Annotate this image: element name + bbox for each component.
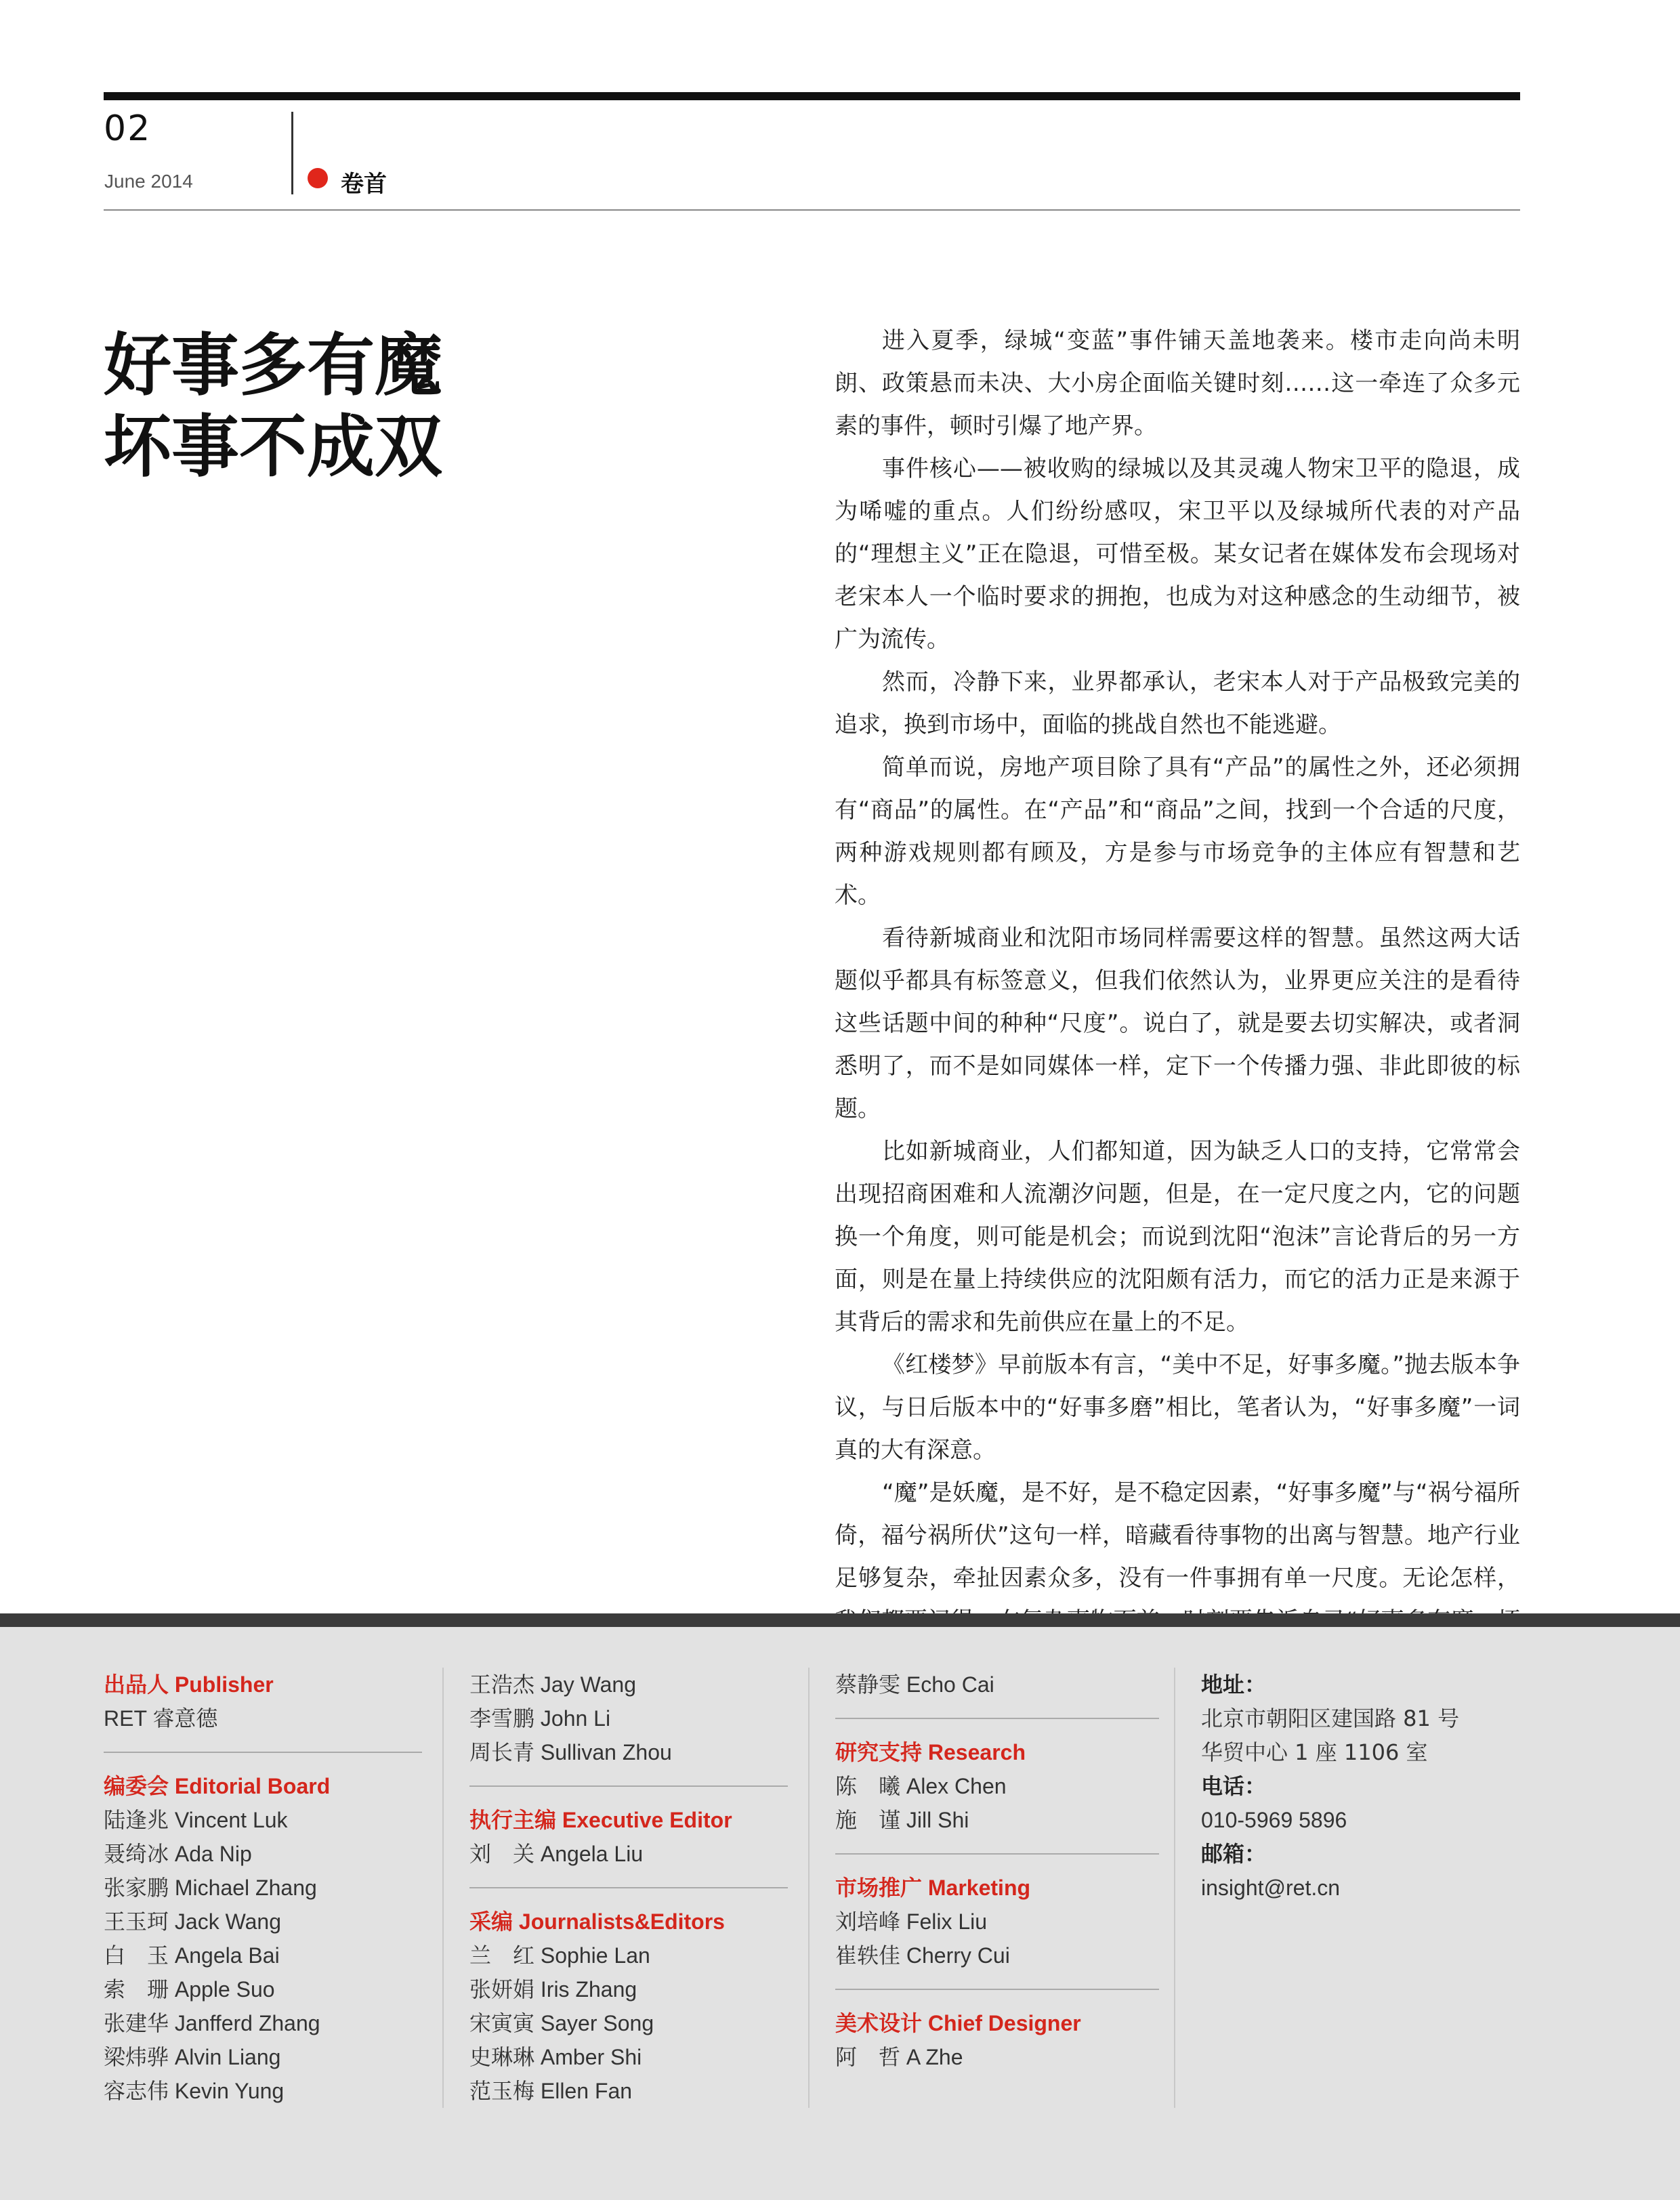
journalist: 范玉梅 Ellen Fan: [469, 2079, 633, 2103]
group-divider: [835, 1853, 1159, 1855]
editorial-board-role: 编委会 Editorial Board: [104, 1774, 331, 1798]
researcher: 陈 曦 Alex Chen: [835, 1774, 1007, 1798]
board-member: 陆逢兆 Vincent Luk: [104, 1808, 288, 1832]
phone-label: 电话：: [1201, 1773, 1267, 1799]
issue-date: June 2014: [104, 171, 193, 192]
section-bullet-icon: [308, 168, 328, 188]
column-divider: [442, 1668, 444, 2108]
article-body: [835, 320, 1520, 1685]
address-line: 北京市朝阳区建国路 81 号: [1201, 1706, 1460, 1731]
board-member: 聂绮冰 Ada Nip: [104, 1842, 252, 1866]
publisher-name: RET 睿意德: [104, 1706, 218, 1731]
journalists-role: 采编 Journalists&Editors: [469, 1909, 725, 1934]
paragraph: 然而，冷静下来，业界都承认，老宋本人对于产品极致完美的追求，换到市场中，面临的挑战自然也不能逃避。: [835, 669, 1520, 738]
page-number: 02: [104, 108, 152, 149]
header-rule: [104, 209, 1520, 211]
board-member: 梁炜骅 Alvin Liang: [104, 2045, 281, 2069]
designer-role: 美术设计 Chief Designer: [835, 2011, 1081, 2035]
journalist: 兰 红 Sophie Lan: [469, 1943, 650, 1968]
journalist: 蔡静雯 Echo Cai: [835, 1672, 994, 1697]
title-line-2: 坏事不成双: [104, 407, 442, 486]
publisher-role: 出品人 Publisher: [104, 1672, 274, 1697]
group-divider: [835, 1718, 1159, 1719]
paragraph: 事件核心——被收购的绿城以及其灵魂人物宋卫平的隐退，成为唏嘘的重点。人们纷纷感叹，宋卫平以及绿城所代表的对产品的“理想主义”正在隐退，可惜至极。某女记者在媒体发布会现场对老宋本人一个临时要求的拥抱，也成为对这种感念的生动细节，被广为流传。: [835, 455, 1520, 653]
paragraph: 简单而说，房地产项目除了具有“产品”的属性之外，还必须拥有“商品”的属性。在“产品”和“商品”之间，找到一个合适的尺度，两种游戏规则都有顾及，方是参与市场竞争的主体应有智慧和艺术。: [835, 754, 1520, 909]
paragraph: 《红楼梦》早前版本有言，“美中不足，好事多魔。”抛去版本争议，与日后版本中的“好事多磨”相比，笔者认为，“好事多魔”一词真的大有深意。: [835, 1351, 1520, 1464]
researcher: 施 谨 Jill Shi: [835, 1808, 969, 1832]
journalist: 宋寅寅 Sayer Song: [469, 2011, 654, 2035]
contact-column: [1201, 1668, 1519, 1905]
footer-bar: [0, 1613, 1680, 1627]
top-rule: [104, 92, 1520, 100]
masthead-column-2: [469, 1668, 788, 2108]
section-name: 卷首: [341, 171, 387, 198]
marketer: 崔轶佳 Cherry Cui: [835, 1943, 1010, 1968]
board-member: 王玉珂 Jack Wang: [104, 1909, 281, 1934]
designer-name: 阿 哲 A Zhe: [835, 2045, 963, 2069]
board-member: 容志伟 Kevin Yung: [104, 2079, 285, 2103]
paragraph: 比如新城商业，人们都知道，因为缺乏人口的支持，它常常会出现招商困难和人流潮汐问题，但是，在一定尺度之内，它的问题换一个角度，则可能是机会；而说到沈阳“泡沫”言论背后的另一方面，则是在量上持续供应的沈阳颇有活力，而它的活力正是来源于其背后的需求和先前供应在量上的不足。: [835, 1138, 1520, 1336]
group-divider: [469, 1887, 788, 1888]
board-member: 周长青 Sullivan Zhou: [469, 1740, 672, 1764]
board-member: 索 珊 Apple Suo: [104, 1977, 275, 2002]
board-member: 张建华 Janfferd Zhang: [104, 2011, 320, 2035]
group-divider: [104, 1752, 422, 1753]
board-member: 李雪鹏 John Li: [469, 1706, 611, 1731]
group-divider: [469, 1785, 788, 1787]
executive-editor-role: 执行主编 Executive Editor: [469, 1808, 732, 1832]
address-line: 华贸中心 1 座 1106 室: [1201, 1739, 1428, 1765]
phone-number: 010-5969 5896: [1201, 1808, 1347, 1832]
group-divider: [835, 1989, 1159, 1990]
title-line-1: 好事多有魔: [104, 326, 442, 405]
email-label: 邮箱：: [1201, 1841, 1267, 1867]
email-address[interactable]: insight@ret.cn: [1201, 1876, 1341, 1900]
journalist: 张妍娟 Iris Zhang: [469, 1977, 637, 2002]
header-divider: [291, 112, 293, 194]
masthead-column-3: [835, 1668, 1159, 2074]
marketing-role: 市场推广 Marketing: [835, 1876, 1031, 1900]
marketer: 刘培峰 Felix Liu: [835, 1909, 988, 1934]
paragraph: 进入夏季，绿城“变蓝”事件铺天盖地袭来。楼市走向尚未明朗、政策悬而未决、大小房企面临关键时刻……这一牵连了众多元素的事件，顿时引爆了地产界。: [835, 327, 1520, 440]
board-member: 张家鹏 Michael Zhang: [104, 1876, 317, 1900]
executive-editor-name: 刘 关 Angela Liu: [469, 1842, 644, 1866]
board-member: 王浩杰 Jay Wang: [469, 1672, 636, 1697]
board-member: 白 玉 Angela Bai: [104, 1943, 280, 1968]
address-label: 地址：: [1201, 1672, 1267, 1697]
research-role: 研究支持 Research: [835, 1740, 1026, 1764]
column-divider: [1174, 1668, 1175, 2108]
journalist: 史琳琳 Amber Shi: [469, 2045, 642, 2069]
column-divider: [808, 1668, 810, 2108]
paragraph: 看待新城商业和沈阳市场同样需要这样的智慧。虽然这两大话题似乎都具有标签意义，但我们依然认为，业界更应关注的是看待这些话题中间的种种“尺度”。说白了，就是要去切实解决，或者洞悉明了，而不是如同媒体一样，定下一个传播力强、非此即彼的标题。: [835, 925, 1520, 1122]
masthead-column-1: [104, 1668, 422, 2108]
paragraph: “魔”是妖魔，是不好，是不稳定因素，“好事多魔”与“祸兮福所倚，福兮祸所伏”这句一样，暗藏看待事物的出离与智慧。地产行业足够复杂，牵扯因素众多，没有一件事拥有单一尺度。无论怎样，: [835, 1479, 1520, 1592]
article-title: [104, 325, 442, 488]
